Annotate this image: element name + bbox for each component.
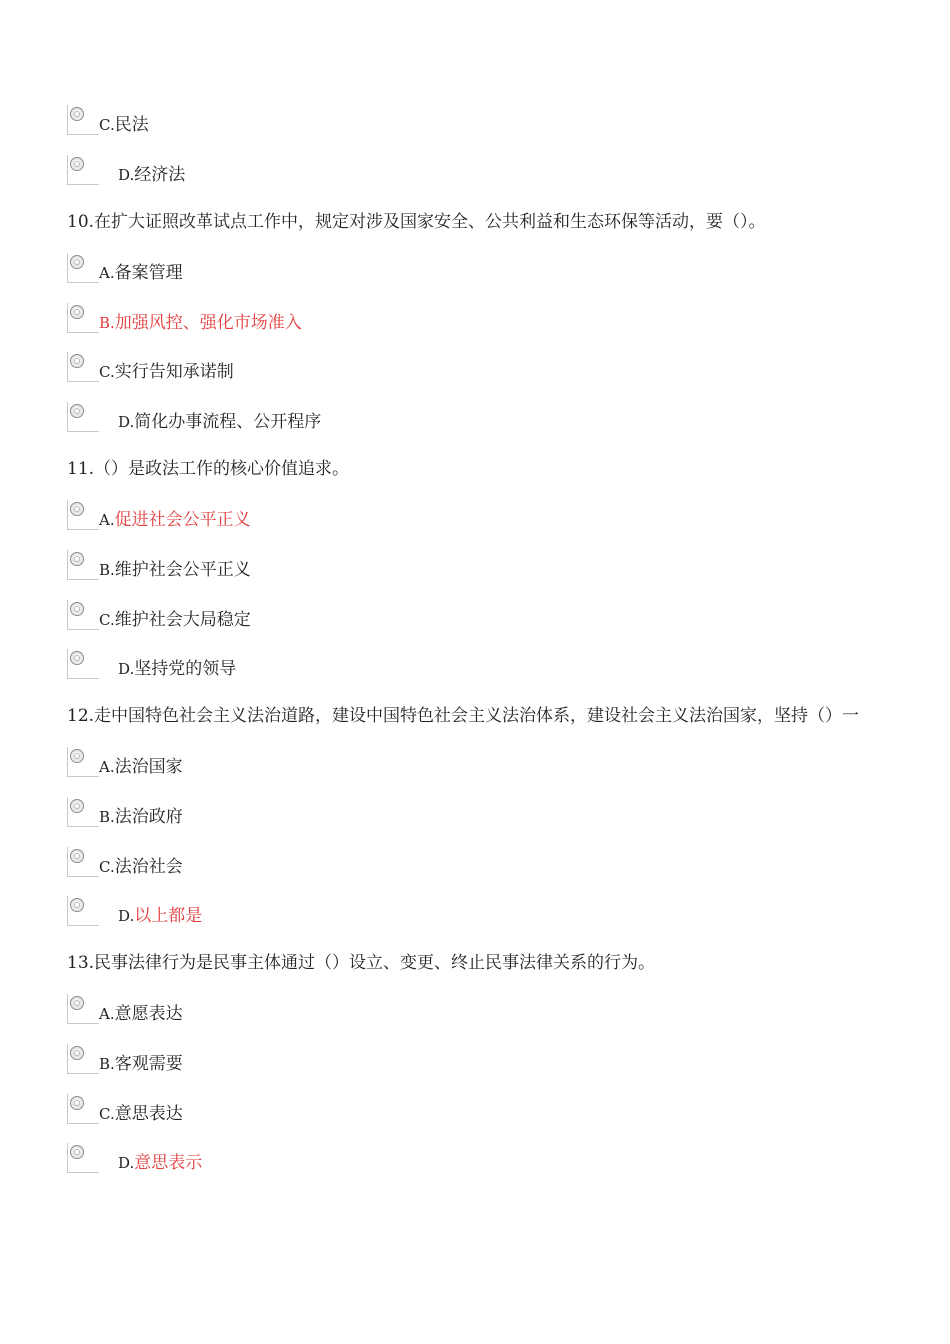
option-text: 维护社会公平正义: [114, 560, 251, 580]
option-text: 意思表达: [114, 1104, 183, 1124]
radio-frame: [67, 847, 99, 877]
radio-button[interactable]: [70, 552, 84, 566]
radio-button[interactable]: [70, 898, 84, 912]
option-text-answer: 加强风控、强化市场准入: [114, 313, 302, 333]
option-letter: B.: [99, 314, 115, 332]
option-text: 经济法: [134, 165, 186, 185]
option-text: 意愿表达: [114, 1004, 183, 1024]
radio-frame: [67, 402, 99, 432]
option-letter: A.: [99, 1005, 115, 1023]
question-12-title: 12.走中国特色社会主义法治道路，建设中国特色社会主义法治体系，建设社会主义法治国家，坚持（）一: [67, 706, 860, 726]
radio-button[interactable]: [70, 404, 84, 418]
option-text-answer: 意思表示: [134, 1153, 203, 1173]
option-letter: A.: [99, 758, 115, 776]
radio-button[interactable]: [70, 749, 84, 763]
question-13-title: 13.民事法律行为是民事主体通过（）设立、变更、终止民事法律关系的行为。: [67, 953, 656, 973]
radio-button[interactable]: [70, 651, 84, 665]
radio-frame: [67, 747, 99, 777]
radio-frame: [67, 1044, 99, 1074]
option-text: 维护社会大局稳定: [114, 610, 251, 630]
radio-button[interactable]: [70, 602, 84, 616]
option-letter: D.: [118, 907, 135, 925]
option-letter: D.: [118, 660, 135, 678]
option-text: 法治国家: [114, 757, 183, 777]
radio-button[interactable]: [70, 1145, 84, 1159]
option-text: 实行告知承诺制: [114, 362, 234, 382]
radio-button[interactable]: [70, 849, 84, 863]
option-text: 客观需要: [114, 1054, 183, 1074]
radio-button[interactable]: [70, 107, 84, 121]
radio-button[interactable]: [70, 305, 84, 319]
radio-frame: [67, 303, 99, 333]
option-letter: D.: [118, 413, 135, 431]
option-letter: A.: [99, 511, 115, 529]
option-letter: C.: [99, 1105, 115, 1123]
question-11-title: 11.（）是政法工作的核心价值追求。: [67, 459, 350, 479]
radio-frame: [67, 105, 99, 135]
radio-frame: [67, 500, 99, 530]
radio-frame: [67, 253, 99, 283]
option-letter: C.: [99, 858, 115, 876]
radio-button[interactable]: [70, 354, 84, 368]
option-text: 法治政府: [114, 807, 183, 827]
option-text: 备案管理: [114, 263, 183, 283]
option-letter: D.: [118, 166, 135, 184]
radio-frame: [67, 649, 99, 679]
option-text-answer: 以上都是: [134, 906, 203, 926]
radio-frame: [67, 1143, 99, 1173]
question-10-title: 10.在扩大证照改革试点工作中，规定对涉及国家安全、公共利益和生态环保等活动，要（）。: [67, 212, 766, 232]
radio-button[interactable]: [70, 255, 84, 269]
option-letter: B.: [99, 561, 115, 579]
option-letter: D.: [118, 1154, 135, 1172]
radio-frame: [67, 550, 99, 580]
option-text: 坚持党的领导: [134, 659, 237, 679]
radio-frame: [67, 1094, 99, 1124]
radio-frame: [67, 797, 99, 827]
option-letter: B.: [99, 1055, 115, 1073]
radio-frame: [67, 600, 99, 630]
radio-frame: [67, 896, 99, 926]
radio-button[interactable]: [70, 1096, 84, 1110]
radio-frame: [67, 155, 99, 185]
option-text: 法治社会: [114, 857, 183, 877]
option-text: 民法: [114, 115, 149, 135]
option-text: 简化办事流程、公开程序: [134, 412, 322, 432]
radio-frame: [67, 352, 99, 382]
option-letter: C.: [99, 363, 115, 381]
option-letter: C.: [99, 611, 115, 629]
radio-button[interactable]: [70, 1046, 84, 1060]
radio-button[interactable]: [70, 157, 84, 171]
radio-button[interactable]: [70, 502, 84, 516]
option-letter: B.: [99, 808, 115, 826]
option-letter: A.: [99, 264, 115, 282]
radio-button[interactable]: [70, 799, 84, 813]
radio-frame: [67, 994, 99, 1024]
radio-button[interactable]: [70, 996, 84, 1010]
option-letter: C.: [99, 116, 115, 134]
option-text-answer: 促进社会公平正义: [114, 510, 251, 530]
